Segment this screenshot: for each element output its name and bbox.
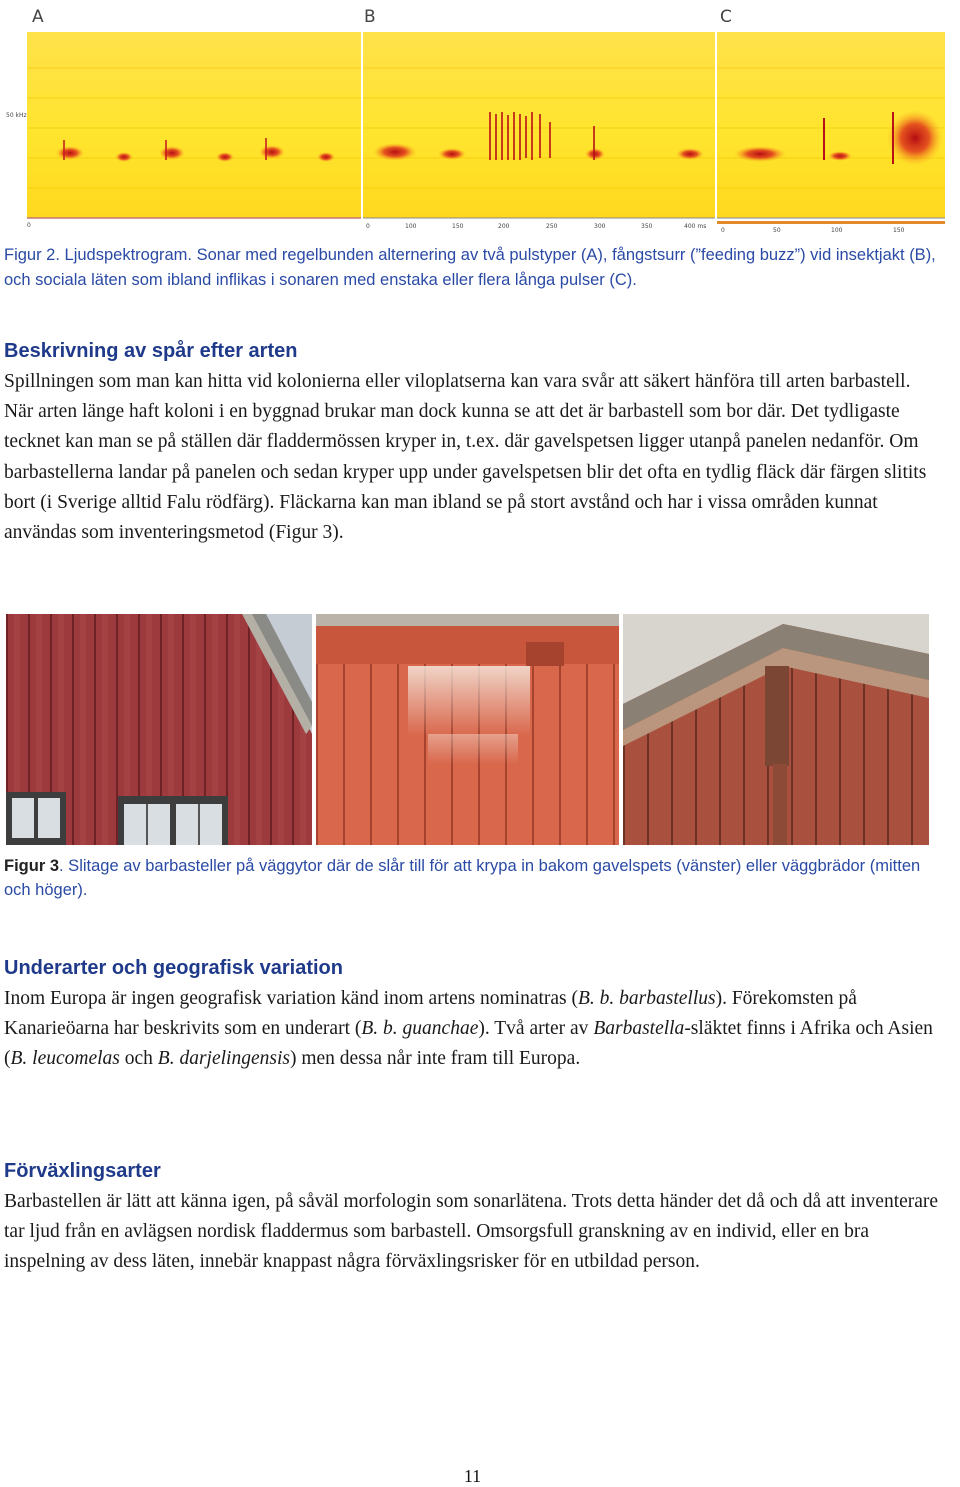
section-heading-underarter: Underarter och geografisk variation xyxy=(4,957,343,979)
tick-label: 350 xyxy=(641,223,653,230)
page-number: 11 xyxy=(463,1466,482,1486)
taxon-name: B. leucomelas xyxy=(10,1048,120,1070)
section-paragraph-forvaxlingsarter: Barbastellen är lätt att känna igen, på såväl morfologin som sonarlätena. Trots detta händer det då och då att inventerare tar ljud från en avlägsen nordisk fladdermus som barbastell. Omsorgsfull granskning av en individ, eller en bra inspelning av dess läten, innebär knappast några förväxlingsrisker för en utbildad person. xyxy=(4,1191,939,1273)
photo-wall-panel-middle xyxy=(316,614,619,845)
tick-label: 400 ms xyxy=(684,223,707,230)
frequency-axis-label: 50 kHz xyxy=(6,112,27,119)
photo-gable-right xyxy=(623,614,929,845)
figure-2-caption-text: Ljudspektrogram. Sonar med regelbunden alternering av två pulstyper (A), fångstsurr (”feeding buzz”) vid insektjakt (B), och sociala läten som ibland inflikas i sonaren med enstaka eller flera långa pulser (C). xyxy=(4,246,936,289)
panel-label-b: B xyxy=(364,7,376,27)
taxon-name: B. b. guanchae xyxy=(361,1018,479,1040)
tick-label: 50 xyxy=(773,227,781,232)
tick-label: 100 xyxy=(831,227,843,232)
figure-3-caption-text: . Slitage av barbasteller på väggytor där de slår till för att krypa in bakom gavelspets (vänster) eller väggbrädor (mitten och höger). xyxy=(4,857,921,899)
tick-label: 0 xyxy=(366,223,370,230)
section-heading-beskrivning: Beskrivning av spår efter arten xyxy=(4,340,298,362)
tick-label: 0 xyxy=(721,227,725,232)
tick-label: 0 xyxy=(27,222,31,229)
tick-label: 300 xyxy=(594,223,606,230)
text-run: ). Förekomsten på Kanarieöarna har beskrivits som en underart ( xyxy=(4,988,857,1040)
figure-2-caption xyxy=(4,243,950,293)
tick-label: 200 xyxy=(498,223,510,230)
text-run: -släktet finns i Afrika och Asien ( xyxy=(4,1018,933,1070)
figure-3-caption xyxy=(4,854,944,902)
tick-label: 150 xyxy=(893,227,905,232)
text-run: ). Två arter av xyxy=(478,1018,594,1040)
panel-label-c: C xyxy=(720,7,732,27)
text-run: ) men dessa når inte fram till Europa. xyxy=(289,1048,581,1070)
panel-label-a: A xyxy=(32,7,44,27)
spectrogram-panel-c xyxy=(717,32,945,232)
tick-label: 100 xyxy=(405,223,417,230)
spectrogram-panel-b xyxy=(363,32,715,230)
taxon-name: B. darjelingensis xyxy=(157,1048,290,1070)
spectrogram-figure xyxy=(0,0,960,232)
taxon-name: B. b. barbastellus xyxy=(578,988,716,1009)
section-paragraph-beskrivning: Spillningen som man kan hitta vid kolonierna eller viloplatserna kan vara svår att säkert hänföra till arten barbastell. När arten länge haft koloni i en byggnad brukar man dock kunna se att det är barbastell som bor där. Det tydligaste tecknet kan man se på ställen där fladdermössen kryper in, t.ex. där gavelspetsen ligger utanpå panelen nedanför. Om barbastellerna landar på panelen och sedan kryper upp under gavelspetsen blir det ofta en tydlig fläck där färgen slitits bort (i Sverige alltid Falu rödfärg). Fläckarna kan man ibland se på stort avstånd och har i vissa områden kunnat användas som inventeringsmetod (Figur 3). xyxy=(4,371,927,544)
figure-2-caption-label: Figur 2. xyxy=(4,246,60,264)
text-run: Inom Europa är ingen geografisk variation känd inom artens nominatras ( xyxy=(4,988,578,1009)
taxon-name: Barbastella xyxy=(593,1018,685,1040)
spectrogram-panel-a xyxy=(6,32,361,229)
section-heading-forvaxlingsarter: Förväxlingsarter xyxy=(4,1160,161,1182)
section-paragraph-underarter xyxy=(4,984,944,1075)
text-run: och xyxy=(119,1048,158,1070)
figure-3-caption-label: Figur 3 xyxy=(4,857,60,875)
tick-label: 250 xyxy=(546,223,558,230)
tick-label: 150 xyxy=(452,223,464,230)
photo-barn-gable-left xyxy=(6,614,312,845)
